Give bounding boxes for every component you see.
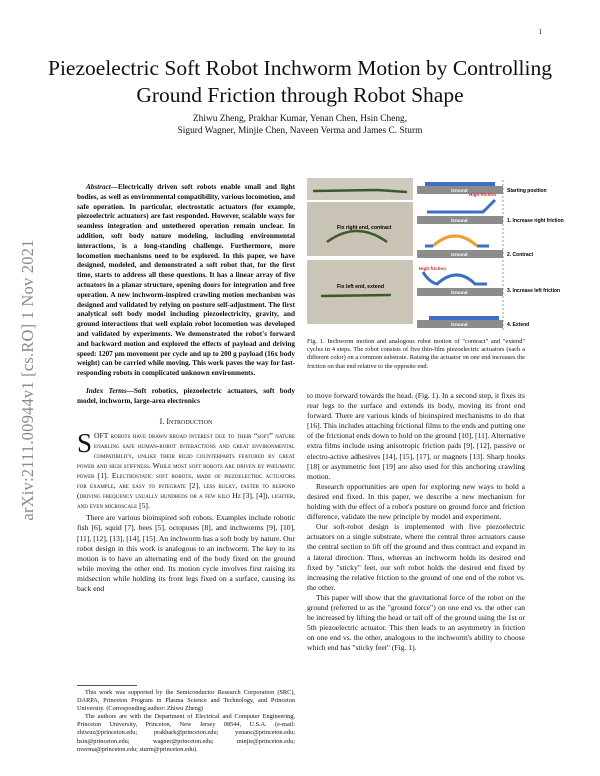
- right-paragraph-4: This paper will show that the gravitational force of the robot on the ground (referred to as the "ground force") on one end vs. the other can be increased by lifting the head or tail off of the ground using the 1st or 5th piezoelectric actuator. This then leads to an asymmetry in friction on one end vs. the other, analogous to the inchworm's ability to choose which end has "sticky feet" (Fig. 1).: [307, 592, 525, 653]
- abstract: [77, 183, 295, 379]
- figure-1-caption: Fig. 1. Inchworm motion and analogous robot motion of "contract" and "extend" cycles in 4 steps. The robot consists of five thin-film piezoelectric actuators (each a different color) on a common substrate. Raising the actuator on one end increases the friction on that end relative to the opposite end.: [307, 338, 525, 370]
- step-label-2: 2. Contract: [507, 252, 534, 258]
- footnote: [77, 689, 295, 754]
- fig-left-label-1a: Fix right end, contract: [337, 225, 392, 231]
- author-line-1: Zhiwu Zheng, Prakhar Kumar, Yenan Chen, Hsin Cheng,: [192, 114, 408, 124]
- drop-cap: S: [77, 427, 93, 458]
- inchworm-3: [321, 295, 391, 296]
- photo-frame-bottom: [307, 260, 413, 324]
- author-list: [60, 113, 540, 137]
- step-label-4: 4. Extend: [507, 322, 530, 328]
- intro-paragraph-2: There are various bioinspired soft robots. Examples include robotic fish [6], squid [7], bees [5], octopuses [8], and inchworms [9], [10], [11], [12], [13], [14], [15]. An inchworm has a soft body by nature. Our robot design in this work is analogous to an inchworm. The key to its motion is to have an alternating end of the body fixed on the ground while moving the other end. Its motion cycle involves first raising its midsection while holding its front legs fixed on a surface, causing its back end: [77, 513, 295, 594]
- robot-body-5: [429, 316, 499, 320]
- abstract-lead: Abstract: [86, 183, 111, 191]
- ground-label-4: Ground: [451, 290, 468, 295]
- right-column: [307, 391, 525, 653]
- robot-body-3: [433, 236, 477, 246]
- section-heading-introduction: I. Introduction: [159, 416, 213, 426]
- author-line-2: Sigurd Wagner, Minjie Chen, Naveen Verma and James C. Sturm: [177, 126, 423, 137]
- photo-frame-top: [307, 178, 413, 200]
- figure-1-graphic: [307, 176, 564, 336]
- fig-left-label-2a: Fix left end, extend: [337, 284, 384, 290]
- high-friction-label-1: High friction: [469, 192, 497, 197]
- step-label-1: 1. Increase right friction: [507, 218, 564, 224]
- intro-paragraph-1: [77, 427, 295, 512]
- footnote-affiliation: The authors are with the Department of Electrical and Computer Engineering, Princeton University, Princeton, New Jersey 08544, U.S.A. (e-mail: zhiwuz@princeton.edu; prakhark@princeton.edu; yenanc@princeton.edu; hsin@princeton.edu; wagner@princeton.edu; minjie@princeton.edu; nverma@princeton.edu; sturm@princeton.edu).: [77, 713, 295, 753]
- high-friction-label-2: High friction: [419, 266, 447, 271]
- paper-title: Piezoelectric Soft Robot Inchworm Motion by Controlling Ground Friction through Robot Shape: [48, 56, 552, 107]
- robot-body-4: [423, 272, 487, 284]
- schematic-step-1: [417, 192, 503, 224]
- ground-label-5: Ground: [451, 322, 468, 327]
- arxiv-stamp-text: arXiv:2111.00944v1 [cs.RO] 1 Nov 2021: [18, 239, 37, 521]
- robot-body-1: [425, 182, 495, 186]
- ground-label-1: Ground: [451, 188, 468, 193]
- robot-body-2: [427, 200, 495, 212]
- figure-1: [307, 176, 564, 336]
- footnote-rule: [77, 685, 137, 686]
- right-paragraph-2: Research opportunities are open for exploring new ways to hold a desired end fixed. In this paper, we describe a new mechanism for holding with the effect of a robot's posture on ground force and friction difference, validate the new principle by model and experiment.: [307, 481, 525, 522]
- step-label-3: 3. Increase left friction: [507, 288, 561, 294]
- schematic-step-4: [417, 316, 503, 328]
- footnote-funding: This work was supported by the Semiconductor Research Corporation (SRC), DARPA, Princeton Program in Plasma Science and Technology, and Princeton University. (Corresponding author: Zhiwu Zheng): [77, 689, 295, 713]
- index-terms-text: —Soft robotics, piezoelectric actuators, soft body model, inchworm, large-area electronics: [77, 386, 295, 405]
- index-terms: [77, 387, 295, 407]
- intro-p1-text: OFT robots have drawn broad interest due to their “soft” nature enabling safe human-robot interactions and great environmental compatibility, unlike their rigid counterparts featured by great power and high stiffness. While most soft robots are driven by pneumatic power [1]. Electrostatic soft robots, made of piezoelectric actuators for example, are easy to integrate [2], less bulky, faster to respond (driving frequency usually hundreds or a few kilo Hz [3], [4]), lighter, and even microscale [5].: [77, 430, 295, 511]
- step-label-start: Starting position: [507, 188, 547, 194]
- right-paragraph-1: to move forward towards the head. (Fig. 1). In a second step, it fixes its rear legs to the surface and extends its body, moving its front end forward. There are various kinds of bioinspired mechanisms to do that [16]. This includes attaching frictional films to the ends and putting one of the frictional ends down to hold on the ground [10], [11]. Alternative extra films include using anisotropic friction pads [9], [12], passive or electro-active adhesives [14], [15], [17], or magnets [13]. Sharp hooks [18] or asymmetric feet [19] are also used for this anchoring crawling motion.: [307, 391, 525, 481]
- ground-label-2: Ground: [451, 218, 468, 223]
- abstract-text: —Electrically driven soft robots enable small and light bodies, as well as environmental compatibility, various locomotion, and safe operation. In particular, electrostatic actuators (for example, piezoelectric actuators) are fast responded. However, scalable ways for seamless integration and untethered operation remain unclear. In addition, soft body nature modeling, including environmental interactions, is a long-standing challenge. Furthermore, more locomotion mechanisms need to be explored. In this paper, we have designed, modeled, and demonstrated a soft robot that, for the first time, starts to address all these questions. It has a linear array of five actuators in a planar structure, opening doors for integration and free operation. A new inchworm-inspired crawling motion mechanism was designed and validated by relying on posture self-adjustment. The first analytical soft body model including piezoelectricity, gravity, and ground interactions that well explain robot locomotion was developed and validated by experiments. We demonstrated the robot's forward and backward motion and explored the effects of payload and driving speed: 1207 µm movement per cycle and up to 200 g payload (16x body weight) can be carried while moving. This work paves the way for fast-responding robots in complicated unknown environments.: [77, 183, 295, 378]
- right-paragraph-3: Our soft-robot design is implemented with five piezoelectric actuators on a single substrate, where the central three actuators cause the central section to lift off the ground and thus contract and expand in a lateral direction. Thus, whereas an inchworm holds its desired end fixed by "sticky" feet, our soft robot holds the desired end fixed by increasing the relative friction to the ground of one end of the robot vs. the other.: [307, 522, 525, 592]
- left-column: [77, 183, 295, 594]
- arxiv-stamp: [10, 180, 46, 580]
- schematic-step-2: [417, 236, 503, 258]
- index-terms-lead: Index Terms: [86, 386, 127, 395]
- ground-label-3: Ground: [451, 252, 468, 257]
- schematic-step-3: [417, 266, 503, 296]
- page-number: 1: [538, 28, 542, 36]
